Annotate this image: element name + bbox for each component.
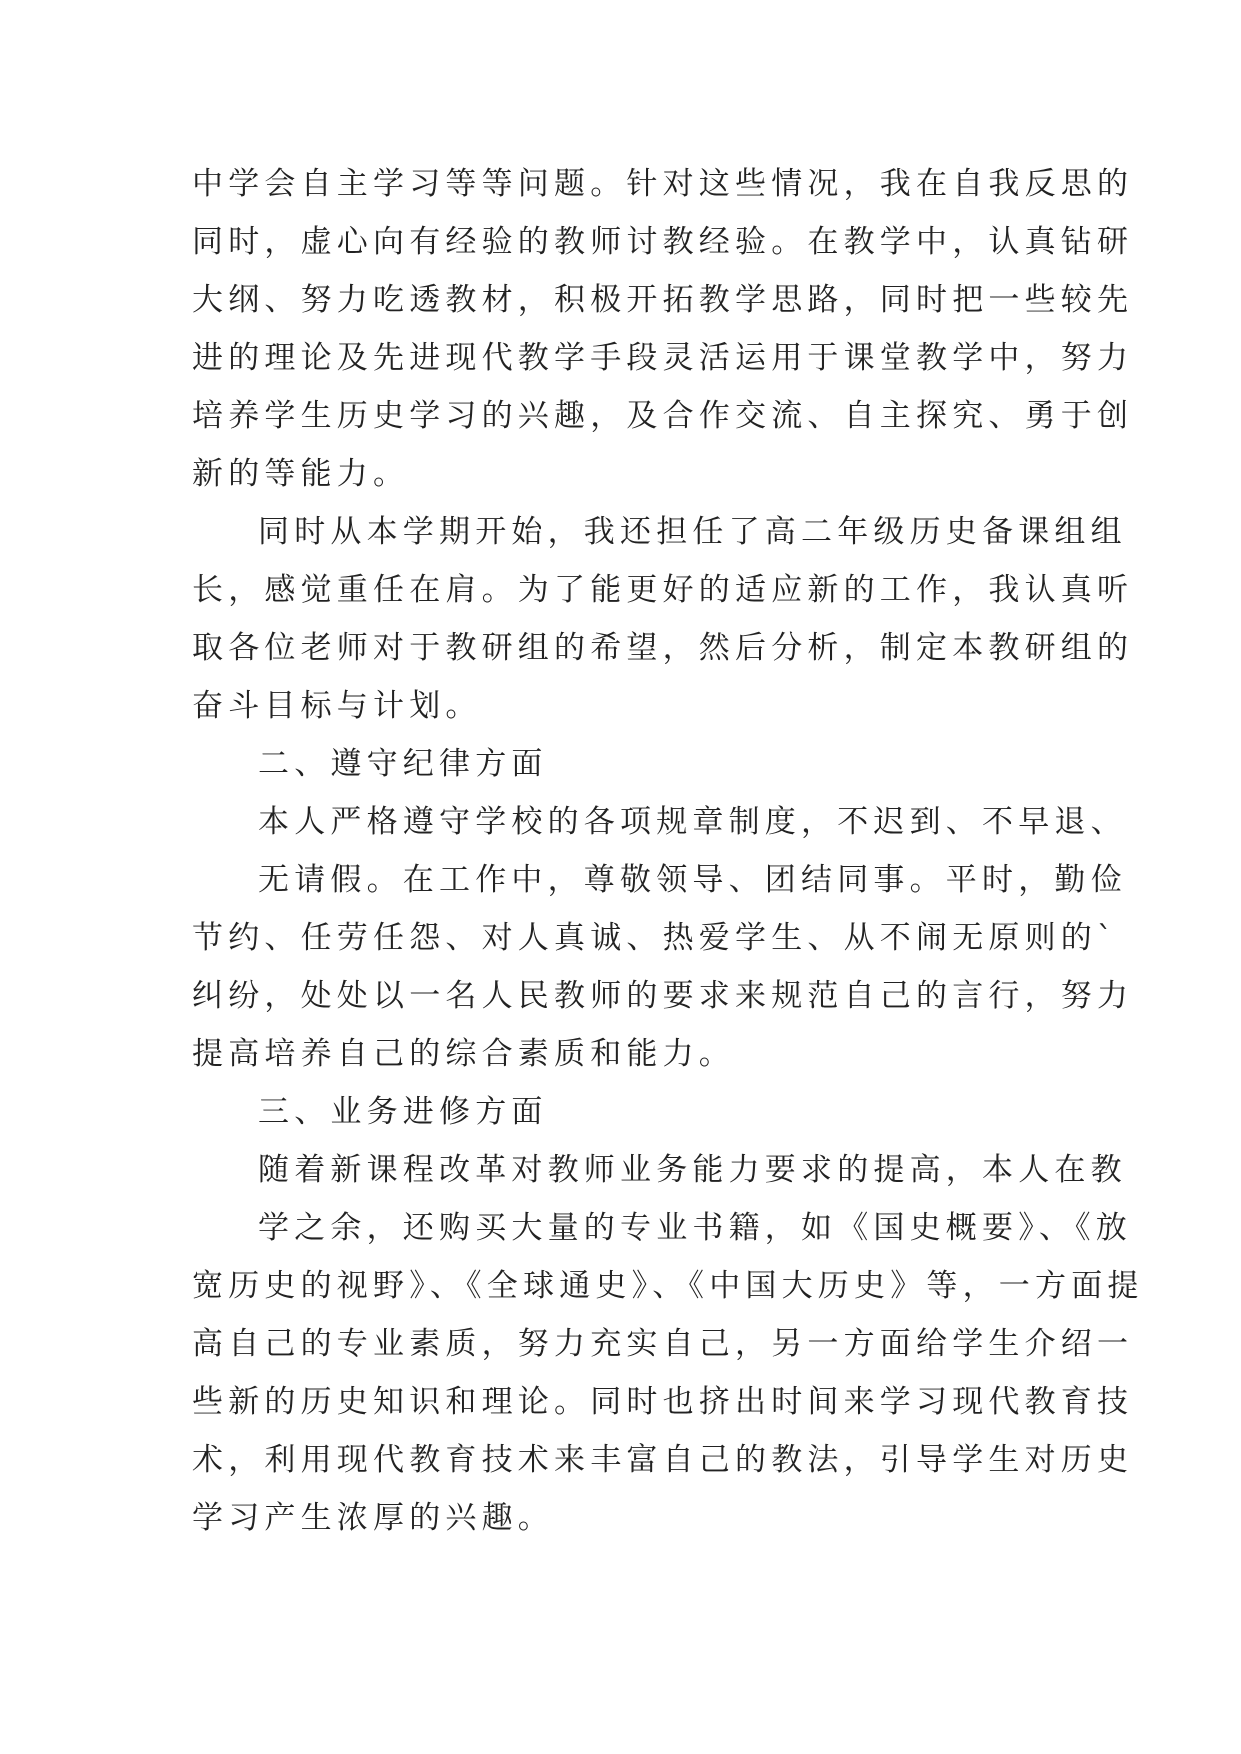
text-line: 培养学生历史学习的兴趣，及合作交流、自主探究、勇于创 bbox=[192, 398, 1134, 434]
text-line: 随着新课程改革对教师业务能力要求的提高，本人在教 bbox=[258, 1152, 1127, 1188]
text-line: 本人严格遵守学校的各项规章制度，不迟到、不早退、 bbox=[258, 804, 1127, 840]
text-line: 宽历史的视野》、《全球通史》、《中国大历史》等，一方面提 bbox=[192, 1268, 1144, 1304]
text-line: 纠纷，处处以一名人民教师的要求来规范自己的言行，努力 bbox=[192, 978, 1134, 1014]
text-line: 术，利用现代教育技术来丰富自己的教法，引导学生对历史 bbox=[192, 1442, 1134, 1478]
text-line: 奋斗目标与计划。 bbox=[192, 688, 482, 724]
text-line: 同时，虚心向有经验的教师讨教经验。在教学中，认真钻研 bbox=[192, 224, 1134, 260]
text-line: 长，感觉重任在肩。为了能更好的适应新的工作，我认真听 bbox=[192, 572, 1134, 608]
text-line: 同时从本学期开始，我还担任了高二年级历史备课组组 bbox=[258, 514, 1127, 550]
text-line: 提高培养自己的综合素质和能力。 bbox=[192, 1036, 735, 1072]
text-line: 大纲、努力吃透教材，积极开拓教学思路，同时把一些较先 bbox=[192, 282, 1134, 318]
text-line: 些新的历史知识和理论。同时也挤出时间来学习现代教育技 bbox=[192, 1384, 1134, 1420]
text-line: 学习产生浓厚的兴趣。 bbox=[192, 1500, 554, 1536]
text-line: 新的等能力。 bbox=[192, 456, 410, 492]
text-line: 取各位老师对于教研组的希望，然后分析，制定本教研组的 bbox=[192, 630, 1134, 666]
text-line: 进的理论及先进现代教学手段灵活运用于课堂教学中，努力 bbox=[192, 340, 1134, 376]
text-line: 学之余，还购买大量的专业书籍，如《国史概要》、《放 bbox=[258, 1210, 1132, 1246]
text-line: 中学会自主学习等等问题。针对这些情况，我在自我反思的 bbox=[192, 166, 1134, 202]
text-line: 无请假。在工作中，尊敬领导、团结同事。平时，勤俭 bbox=[258, 862, 1127, 898]
section-heading: 三、业务进修方面 bbox=[258, 1094, 548, 1130]
section-heading: 二、遵守纪律方面 bbox=[258, 746, 548, 782]
text-line: 高自己的专业素质，努力充实自己，另一方面给学生介绍一 bbox=[192, 1326, 1134, 1362]
text-line: 节约、任劳任怨、对人真诚、热爱学生、从不闹无原则的` bbox=[192, 920, 1118, 956]
